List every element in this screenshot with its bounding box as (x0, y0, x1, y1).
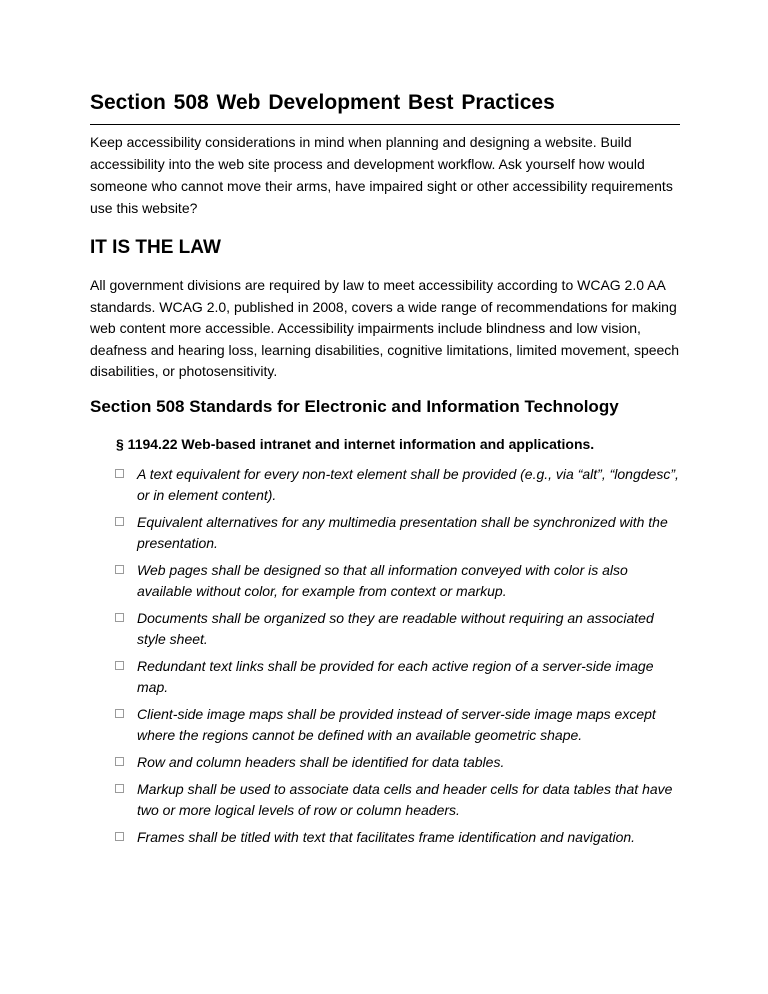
requirement-text: Documents shall be organized so they are readable without requiring an associated style sheet. (137, 609, 654, 647)
requirement-text: Client-side image maps shall be provided instead of server-side image maps except where the regions cannot be defined with an available geometric shape. (137, 705, 656, 743)
checkbox-square-icon (115, 832, 124, 841)
requirement-text: Web pages shall be designed so that all information conveyed with color is also available without color, for example from context or markup. (137, 561, 628, 599)
requirement-text: Redundant text links shall be provided for each active region of a server-side image map. (137, 657, 654, 695)
subsection-heading: § 1194.22 Web-based intranet and internet information and applications. (116, 435, 595, 452)
requirement-item (90, 608, 680, 650)
requirement-item (90, 704, 680, 746)
requirement-text: A text equivalent for every non-text element shall be provided (e.g., via “alt”, “longdesc”, or in element content). (137, 465, 679, 503)
document-page (90, 88, 680, 854)
checkbox-square-icon (115, 784, 124, 793)
requirement-text: Equivalent alternatives for any multimedia presentation shall be synchronized with the presentation. (137, 513, 668, 551)
requirement-item (90, 752, 680, 773)
checkbox-square-icon (115, 661, 124, 670)
requirement-item (90, 827, 680, 848)
document-title: Section 508 Web Development Best Practices (90, 88, 680, 125)
law-paragraph: All government divisions are required by law to meet accessibility according to WCAG 2.0 AA standards. WCAG 2.0, published in 2008, covers a wide range of recommendations for making web content more accessible. Accessibility impairments include blindness and low vision, deafness and hearing loss, learning disabilities, cognitive limitations, limited movement, speech disabilities, or photosensitivity. (90, 277, 680, 379)
law-heading: IT IS THE LAW (90, 237, 221, 258)
checkbox-square-icon (115, 709, 124, 718)
checkbox-square-icon (115, 613, 124, 622)
checkbox-square-icon (115, 469, 124, 478)
standards-heading: Section 508 Standards for Electronic and Information Technology (90, 396, 619, 416)
requirement-text: Row and column headers shall be identified for data tables. (137, 753, 505, 770)
requirement-text: Markup shall be used to associate data cells and header cells for data tables that have two or more logical levels of row or column headers. (137, 780, 673, 818)
requirements-list (90, 464, 680, 848)
requirement-text: Frames shall be titled with text that facilitates frame identification and navigation. (137, 828, 636, 845)
requirement-item (90, 512, 680, 554)
checkbox-square-icon (115, 757, 124, 766)
requirement-item (90, 464, 680, 506)
intro-paragraph: Keep accessibility considerations in mind when planning and designing a website. Build accessibility into the web site process and development workflow. Ask yourself how would someone who cannot move their arms, have impaired sight or other accessibility requirements use this website? (90, 134, 673, 216)
requirement-item (90, 779, 680, 821)
checkbox-square-icon (115, 565, 124, 574)
checkbox-square-icon (115, 517, 124, 526)
requirement-item (90, 560, 680, 602)
requirement-item (90, 656, 680, 698)
